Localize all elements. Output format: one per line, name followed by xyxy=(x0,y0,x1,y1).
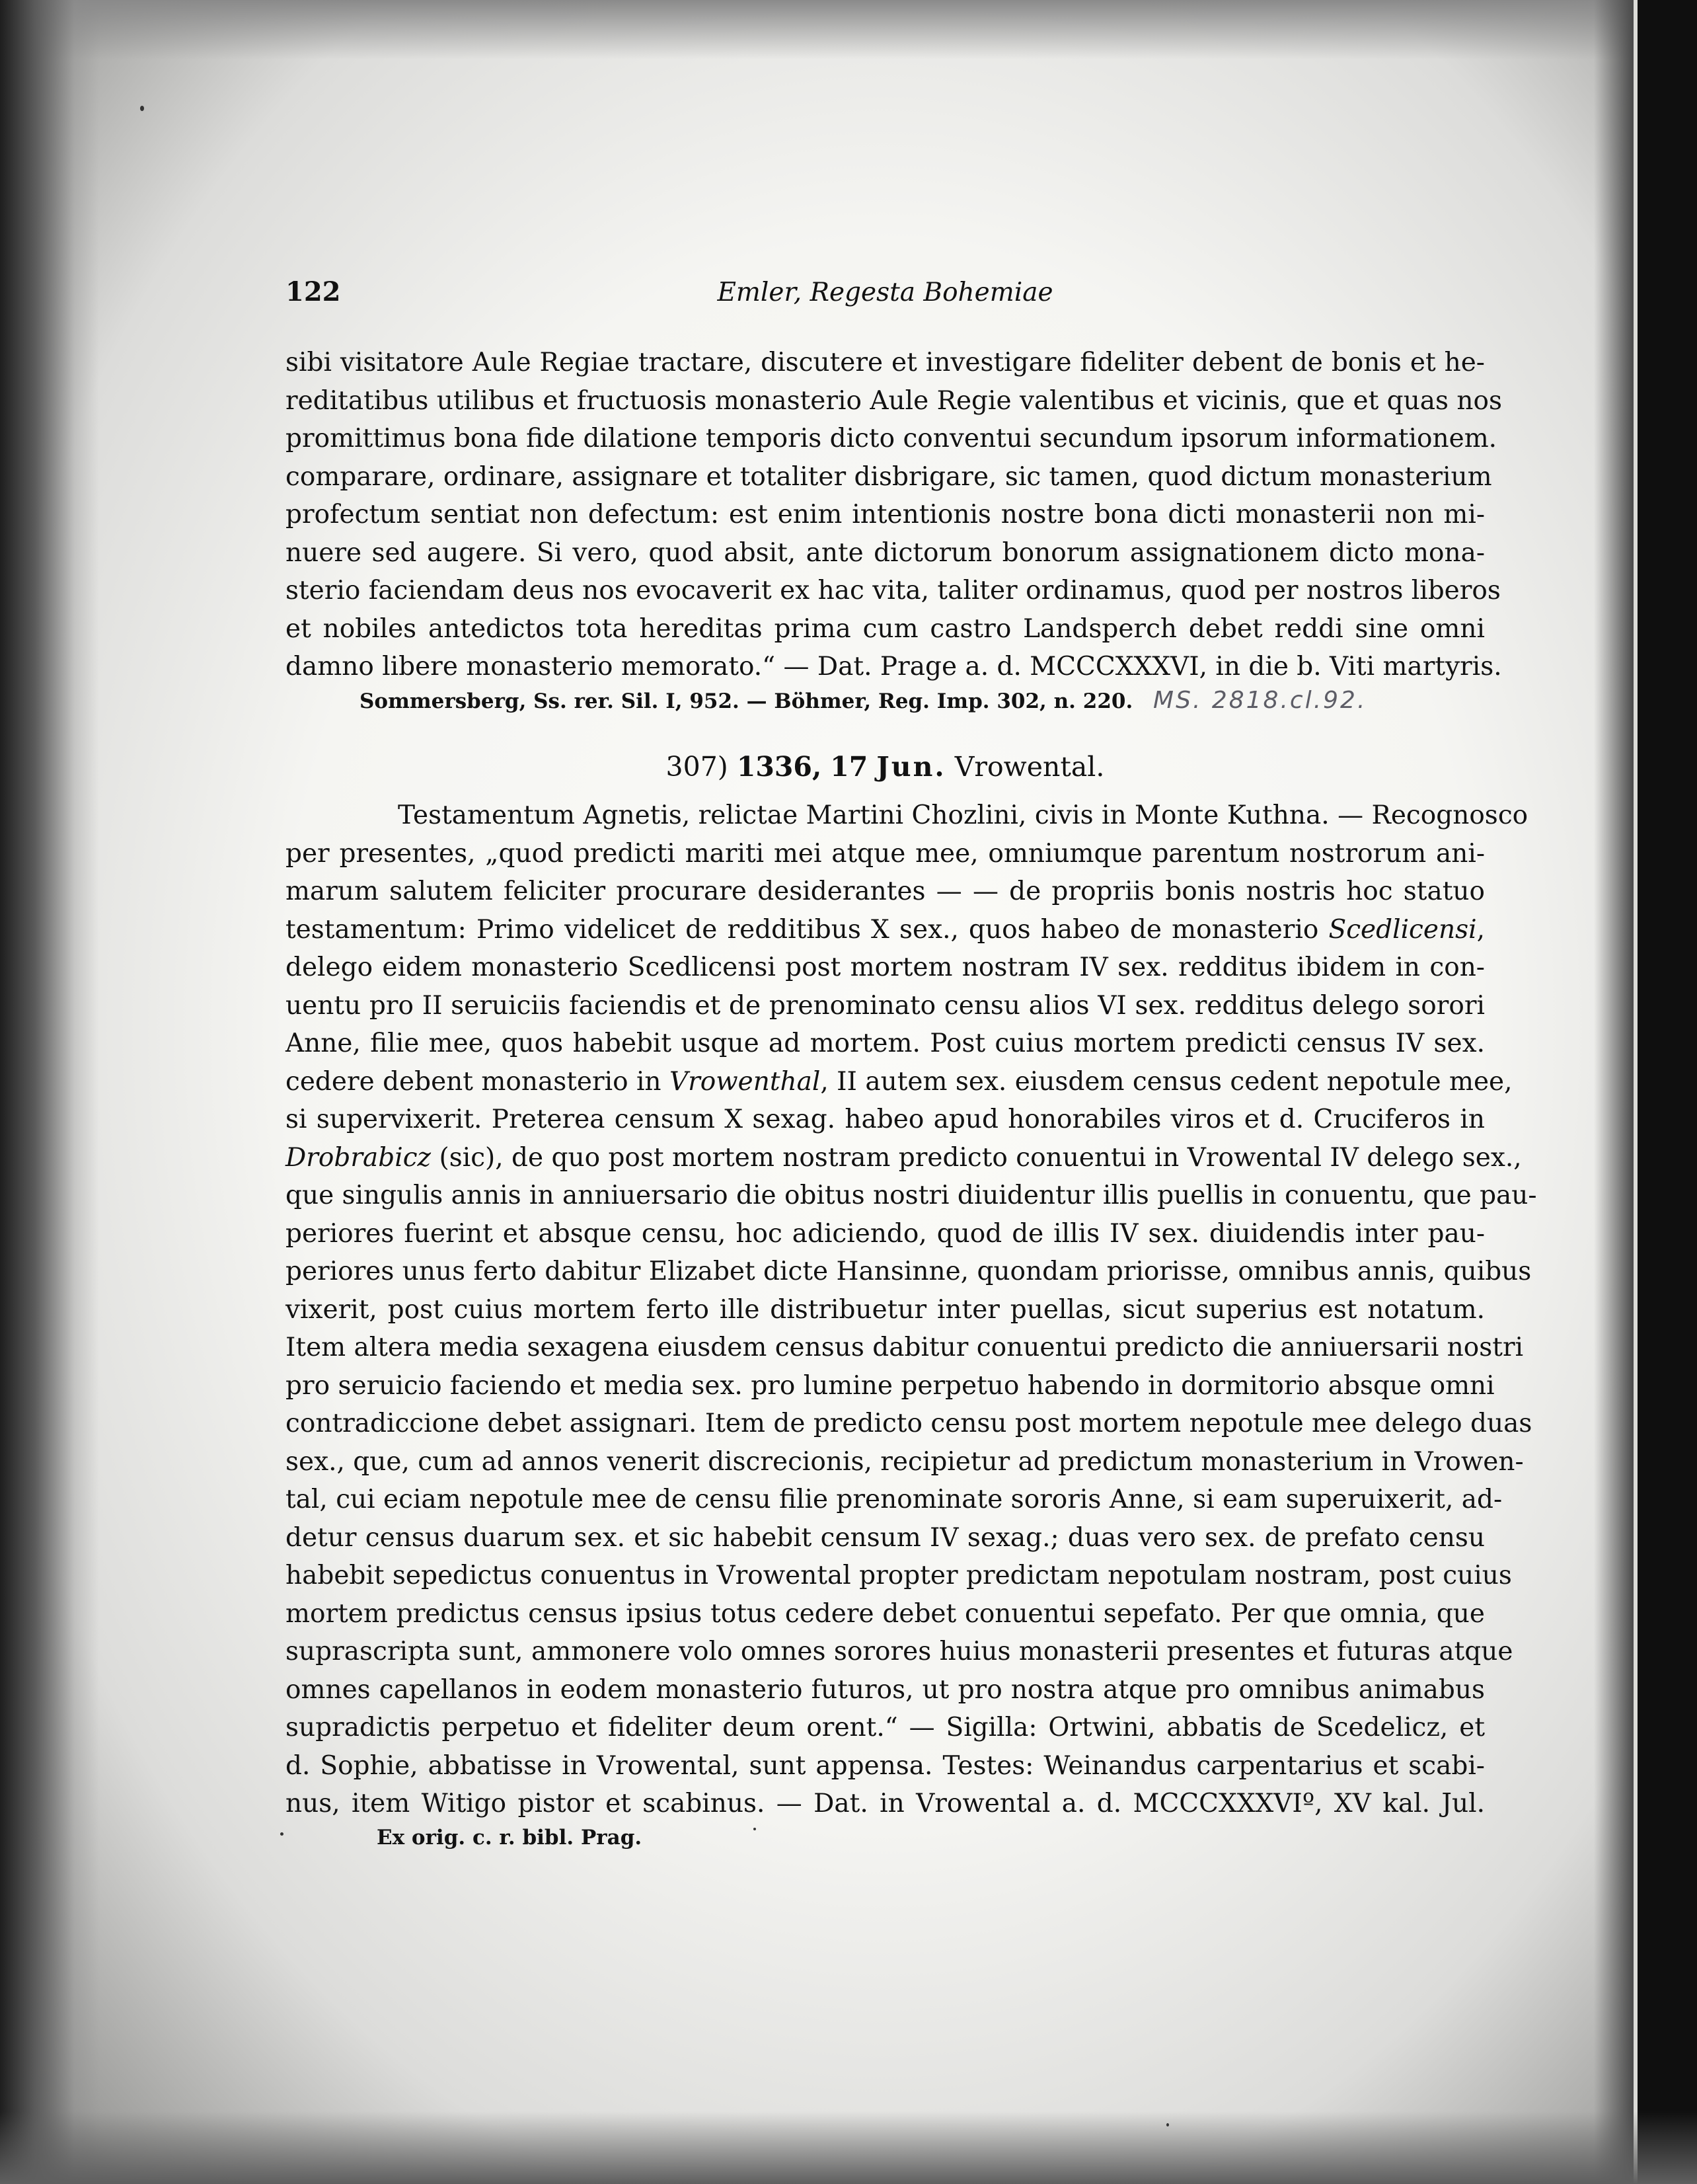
text-segment: , II autem sex. eiusdem census cedent nepotule mee, xyxy=(820,1066,1513,1097)
text-line: periores unus ferto dabitur Elizabet dicte Hansinne, quondam priorisse, omnibus annis, quibus xyxy=(285,1257,1532,1286)
text-line: damno libere monasterio memorato.“ — Dat. Prage a. d. MCCCXXXVI, in die b. Viti martyris. xyxy=(285,652,1502,682)
text-line: tal, cui eciam nepotule mee de censu filie prenominate sororis Anne, si eam superuixerit, ad- xyxy=(285,1485,1503,1514)
text-line: detur census duarum sex. et sic habebit censum IV sexag.; duas vero sex. de prefato censu xyxy=(285,1522,1485,1553)
entry-number: 307) xyxy=(665,751,728,783)
entry-day: 17 xyxy=(830,751,868,783)
text-line: comparare, ordinare, assignare et totaliter disbrigare, sic tamen, quod dictum monasterium xyxy=(285,461,1492,492)
text-line: promittimus bona fide dilatione temporis dicto conventui secundum ipsorum informationem. xyxy=(285,424,1497,453)
text-line: habebit sepedictus conuentus in Vrowental propter predictam nepotulam nostram, post cuius xyxy=(285,1561,1512,1590)
scan-shadow-top xyxy=(0,0,1697,59)
text-segment: (sic), de quo post mortem nostram predicto conuentui in Vrowental IV delego sex., xyxy=(431,1142,1522,1173)
text-line: d. Sophie, abbatisse in Vrowental, sunt appensa. Testes: Weinandus carpentarius et scabi- xyxy=(285,1750,1485,1781)
text-line: sibi visitatore Aule Regiae tractare, discutere et investigare fideliter debent de bonis et he- xyxy=(285,348,1485,377)
text-line xyxy=(285,1063,1513,1101)
running-title: Emler, Regesta Bohemiae xyxy=(717,278,1053,307)
entry-place: Vrowental. xyxy=(954,751,1105,783)
entry-text xyxy=(285,797,1537,1852)
scan-shadow-right xyxy=(1594,0,1634,2184)
text-line: Item altera media sexagena eiusdem census dabitur conuentui predicto die anniuersarii nostri xyxy=(285,1333,1524,1362)
page-number: 122 xyxy=(285,276,341,307)
entry-heading xyxy=(285,747,1485,787)
text-line: pro seruicio faciendo et media sex. pro lumine perpetuo habendo in dormitorio absque omni xyxy=(285,1370,1495,1401)
text-line: suprascripta sunt, ammonere volo omnes sorores huius monasterii presentes et futuras atque xyxy=(285,1637,1513,1666)
page-header xyxy=(285,276,1485,316)
text-line: marum salutem feliciter procurare desiderantes — — de propriis bonis nostris hoc statuo xyxy=(285,877,1485,906)
text-line: periores fuerint et absque censu, hoc adiciendo, quod de illis IV sex. diuidendis inter pau- xyxy=(285,1218,1485,1249)
text-line: uentu pro II seruiciis faciendis et de prenominato censu alios VI sex. redditus delego sorori xyxy=(285,990,1485,1021)
text-line: Testamentum Agnetis, relictae Martini Chozlini, civis in Monte Kuthna. — Recognosco xyxy=(398,800,1528,830)
text-line: et nobiles antedictos tota hereditas prima cum castro Landsperch debet reddi sine omni xyxy=(285,613,1485,644)
scan-shadow-left xyxy=(0,0,99,2184)
text-line: que singulis annis in anniuersario die obitus nostri diuidentur illis puellis in conuentu, que pau- xyxy=(285,1181,1537,1210)
text-line: vixerit, post cuius mortem ferto ille distribuetur inter puellas, sicut superius est notatum. xyxy=(285,1294,1485,1325)
continuation-text xyxy=(285,344,1502,715)
scan-shadow-bottom xyxy=(0,2111,1697,2184)
dust-speck xyxy=(280,1832,283,1836)
text-line: omnes capellanos in eodem monasterio futuros, ut pro nostra atque pro omnibus animabus xyxy=(285,1674,1485,1705)
text-line: sterio faciendam deus nos evocaverit ex hac vita, taliter ordinamus, quod per nostros liberos xyxy=(285,576,1501,605)
text-line: sex., que, cum ad annos venerit discrecionis, recipietur ad predictum monasterium in Vrowen- xyxy=(285,1446,1524,1477)
dust-speck xyxy=(140,106,144,111)
text-line: si supervixerit. Preterea censum X sexag. habeo apud honorabiles viros et d. Cruciferos in xyxy=(285,1105,1485,1134)
dust-speck xyxy=(1166,2123,1169,2126)
text-line: Anne, filie mee, quos habebit usque ad mortem. Post cuius mortem predicti census IV sex. xyxy=(285,1029,1485,1058)
text-line xyxy=(285,911,1485,949)
text-segment: cedere debent monasterio in xyxy=(285,1066,669,1097)
text-line: profectum sentiat non defectum: est enim intentionis nostre bona dicti monasterii non mi- xyxy=(285,500,1485,529)
scan-border-right xyxy=(1638,0,1697,2184)
citation-text: Sommersberg, Ss. rer. Sil. I, 952. — Böhmer, Reg. Imp. 302, n. 220. xyxy=(359,689,1133,713)
source-citation xyxy=(285,686,1485,715)
text-line: nuere sed augere. Si vero, quod absit, ante dictorum bonorum assignationem dicto mona- xyxy=(285,537,1485,568)
text-line: contradiccione debet assignari. Item de predicto censu post mortem nepotule mee delego duas xyxy=(285,1409,1532,1438)
text-segment: , xyxy=(1476,914,1485,945)
text-line: per presentes, „quod predicti mariti mei atque mee, omniumque parentum nostrorum ani- xyxy=(285,838,1485,869)
text-line: nus, item Witigo pistor et scabinus. — Dat. in Vrowental a. d. MCCCXXXVIº, XV kal. Jul. xyxy=(285,1789,1485,1818)
text-line: delego eidem monasterio Scedlicensi post mortem nostram IV sex. redditus ibidem in con- xyxy=(285,953,1485,982)
italic-name: Scedlicensi xyxy=(1328,914,1477,945)
italic-name: Vrowenthal xyxy=(669,1066,821,1097)
text-segment: testamentum: Primo videlicet de redditibus X sex., quos habeo de monasterio xyxy=(285,914,1329,945)
text-line xyxy=(285,1139,1522,1177)
entry-month: Jun. xyxy=(876,751,946,783)
handwritten-note: MS. 2818.cl.92. xyxy=(1153,686,1367,714)
italic-name: Drobrabicz xyxy=(285,1142,432,1173)
text-line: reditatibus utilibus et fructuosis monasterio Aule Regie valentibus et vicinis, que et quas nos xyxy=(285,385,1502,416)
entry-date: 1336, xyxy=(736,751,822,783)
text-line: mortem predictus census ipsius totus cedere debet conuentui sepefato. Per que omnia, que xyxy=(285,1598,1485,1629)
source-citation: Ex orig. c. r. bibl. Prag. xyxy=(377,1825,642,1850)
text-line: supradictis perpetuo et fideliter deum orent.“ — Sigilla: Ortwini, abbatis de Scedelicz, et xyxy=(285,1713,1485,1742)
